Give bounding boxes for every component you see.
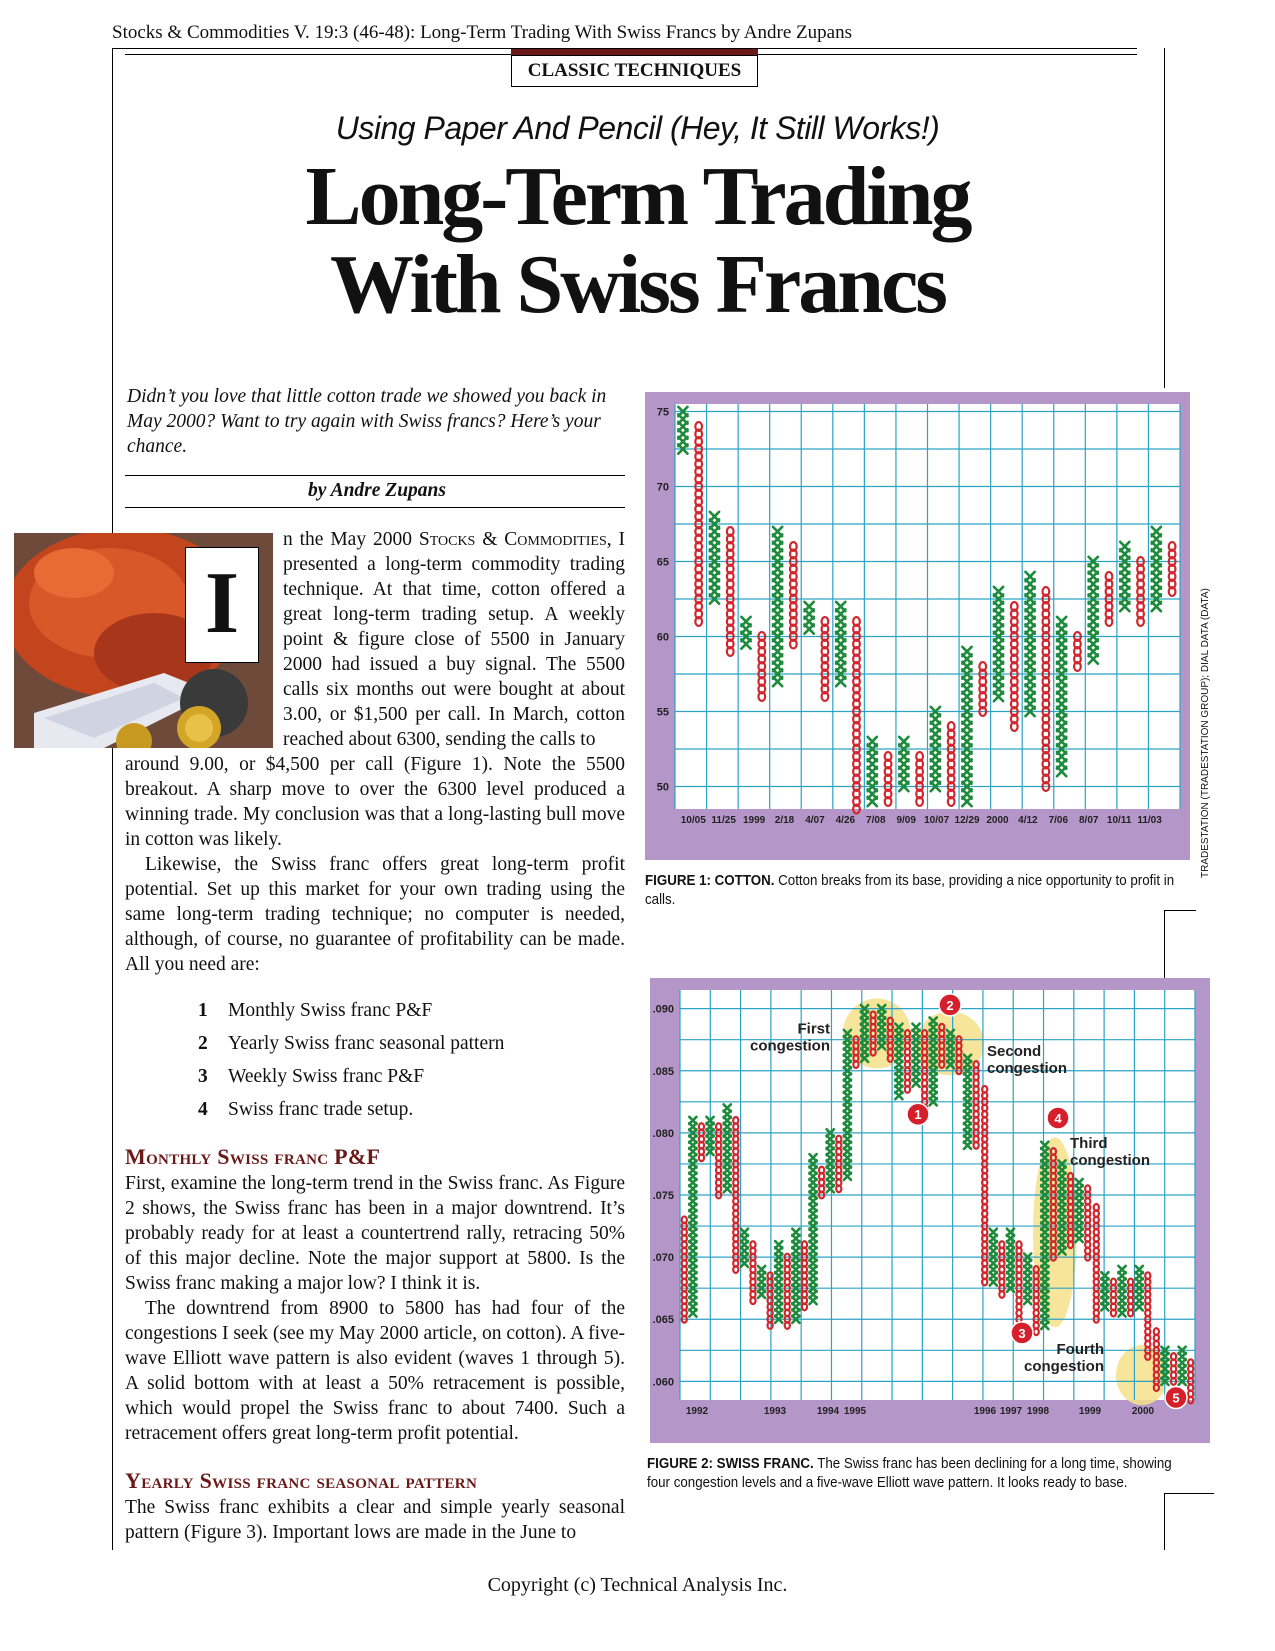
x-tick-label: 4/26 [835,815,856,826]
x-tick-label: 4/07 [805,815,825,826]
x-tick-label: 9/09 [896,815,916,826]
right-rule-bottom [1164,1493,1165,1550]
cotton-pf-chart [645,392,1190,860]
drop-cap: I [185,547,259,663]
x-tick-label: 1994 [816,1406,840,1417]
magazine-name: Stocks & Commodities [418,529,607,550]
body-column-2 [125,1171,625,1446]
x-tick-label: 8/07 [1079,815,1099,826]
wave-number: 5 [1172,1390,1180,1406]
y-tick-label: 60 [656,631,669,644]
congestion-label: congestion [1023,1358,1104,1376]
body-column-1 [125,752,625,977]
list-item: 1 Monthly Swiss franc P&F [198,1000,433,1021]
x-tick-label: 1997 [999,1406,1023,1417]
o-column [853,617,860,813]
body-column-3 [125,1495,625,1545]
figure-2-text: The Swiss franc has been declining for a long time, showing four congestion levels and a five-wave Elliott wave pattern. It looks ready to base. [647,1456,1172,1491]
figure-1-chart [645,392,1190,860]
lead-text-post: , I presented a long-term commodity trading technique. At that time, cotton offered a great long-term trading setup. A weekly point & figure close of 5500 in January 2000 had issued a buy signal. The 5500 calls six months out were bought at about 3.00, or $1,500 per call. In March, cotton reached about 6300, sending the calls to [283,529,625,750]
article-title-line-1: Long-Term Trading [305,150,970,243]
congestion-label: First [797,1020,830,1038]
x-tick-label: 1996 [973,1406,997,1417]
y-tick-label: .070 [652,1252,674,1265]
x-tick-label: 1999 [1078,1406,1102,1417]
swiss-franc-pf-chart [650,978,1210,1443]
figure-2-chart [650,978,1210,1443]
paragraph-3: First, examine the long-term trend in the Swiss franc. As Figure 2 shows, the Swiss franc has been in a major downtrend. It’s probably ready for at least a countertrend rally, retracing 50% of this major decline. Note the major support at 5800. Is the Swiss franc making a major low? I think it is. [125,1173,625,1294]
x-tick-label: 2000 [986,815,1009,826]
congestion-label: congestion [987,1059,1068,1077]
section-tag: CLASSIC TECHNIQUES [511,55,758,87]
figure-1-label: FIGURE 1: COTTON. [645,873,775,889]
list-item: 2 Yearly Swiss franc seasonal pattern [198,1033,505,1054]
o-column [974,1061,979,1149]
x-tick-label: 7/06 [1048,815,1069,826]
list-item: 4 Swiss franc trade setup. [198,1099,414,1120]
wave-label [907,1103,929,1125]
y-tick-label: 55 [656,706,669,719]
figure-2-caption [647,1455,1194,1493]
o-column [699,1123,704,1161]
wave-number: 2 [946,997,954,1013]
wave-label [1011,1322,1033,1344]
byline-rule-bottom [125,507,625,508]
wave-number: 4 [1054,1110,1062,1126]
paragraph-5: The Swiss franc exhibits a clear and simple yearly seasonal pattern (Figure 3). Important lows are made in the June to [125,1497,625,1543]
article-title-line-2: With Swiss Francs [330,238,945,331]
list-item: 3 Weekly Swiss franc P&F [198,1066,425,1087]
x-tick-label: 11/03 [1137,815,1162,826]
article-subtitle: Using Paper And Pencil (Hey, It Still Works!) [335,110,940,146]
x-tick-label: 7/08 [866,815,886,826]
chart-credit: TRADESTATION (TRADESTATION GROUP); DIAL DATA (DATA) [1200,588,1211,878]
x-tick-label: 1995 [843,1406,867,1417]
figure-2-label: FIGURE 2: SWISS FRANC. [647,1456,814,1472]
y-tick-label: .075 [652,1190,674,1202]
lead-text-pre: n the May 2000 [283,529,419,550]
byline-rule-top [125,475,625,476]
wave-number: 1 [914,1107,922,1123]
y-tick-label: 70 [656,481,669,494]
y-tick-label: .065 [652,1314,674,1327]
running-head: Stocks & Commodities V. 19:3 (46-48): Long-Term Trading With Swiss Francs by Andre Zupans [112,22,852,43]
copyright: Copyright (c) Technical Analysis Inc. [487,1574,788,1596]
x-tick-label: 10/05 [680,815,706,826]
x-tick-label: 11/25 [711,815,736,826]
figure-1-text: Cotton breaks from its base, providing a nice opportunity to profit in calls. [645,873,1175,908]
lead-paragraph [283,527,625,752]
y-tick-label: .090 [652,1003,674,1016]
section-heading-monthly: Monthly Swiss franc P&F [125,1144,381,1169]
x-tick-label: 1992 [685,1406,709,1417]
y-tick-label: .085 [652,1065,674,1078]
right-rule-segment [1164,910,1165,980]
y-tick-label: .060 [652,1376,674,1389]
wave-label [1047,1107,1069,1129]
wave-number: 3 [1018,1325,1026,1341]
paragraph-4: The downtrend from 8900 to 5800 has had four of the congestions I seek (see my May 2000 article, on cotton). A five-wave Elliott wave pattern is also evident (waves 1 through 5). A solid bottom with at least a 50% retracement is possible, which would propel the Swiss franc to about 7400. Such a retracement offers great long-term profit potential. [125,1298,625,1444]
right-rule-tick [1164,910,1196,911]
section-heading-seasonal: Yearly Swiss franc seasonal pattern [125,1468,478,1493]
paragraph-1-continued: around 9.00, or $4,500 per call (Figure 1). Note the 5500 breakout. A sharp move to over the 6300 level produced a winning trade. My conclusion was that a long-lasting bull move in cotton was likely. [125,754,625,850]
x-tick-label: 10/11 [1106,815,1132,826]
congestion-label: Second [987,1042,1042,1060]
y-tick-label: 75 [656,406,669,419]
o-column [1128,1279,1133,1317]
figure-1-caption [645,872,1188,910]
o-column [956,1036,961,1074]
x-tick-label: 10/07 [924,815,950,826]
x-tick-label: 4/12 [1018,815,1038,826]
congestion-label: Third [1070,1134,1108,1152]
x-tick-label: 1999 [742,815,766,826]
x-tick-label: 2000 [1131,1406,1155,1417]
o-column [790,542,797,648]
byline: by Andre Zupans [308,480,446,501]
wave-label [939,994,961,1016]
left-page-rule-lower [112,748,113,1550]
x-tick-label: 12/29 [954,815,980,826]
right-rule-bottom-tick [1164,1493,1214,1494]
article-deck: Didn’t you love that little cotton trade we showed you back in May 2000? Want to try again with Swiss francs? Here’s your chance. [127,386,607,457]
y-tick-label: 65 [656,556,669,569]
y-tick-label: 50 [656,781,669,794]
y-tick-label: .080 [652,1127,674,1140]
wave-label [1165,1387,1187,1409]
x-tick-label: 2/18 [774,815,795,826]
paragraph-2: Likewise, the Swiss franc offers great long-term profit potential. Set up this market for your own trading using the same long-term trading technique; no computer is needed, although, of course, no guarantee of profitability can be made. All you need are: [125,854,625,975]
congestion-label: congestion [1070,1151,1151,1169]
x-tick-label: 1998 [1026,1406,1050,1417]
congestion-label: Fourth [1056,1341,1104,1359]
x-tick-label: 1993 [763,1406,787,1417]
o-column [1145,1272,1150,1360]
o-column [1111,1279,1116,1317]
congestion-label: congestion [749,1037,830,1055]
